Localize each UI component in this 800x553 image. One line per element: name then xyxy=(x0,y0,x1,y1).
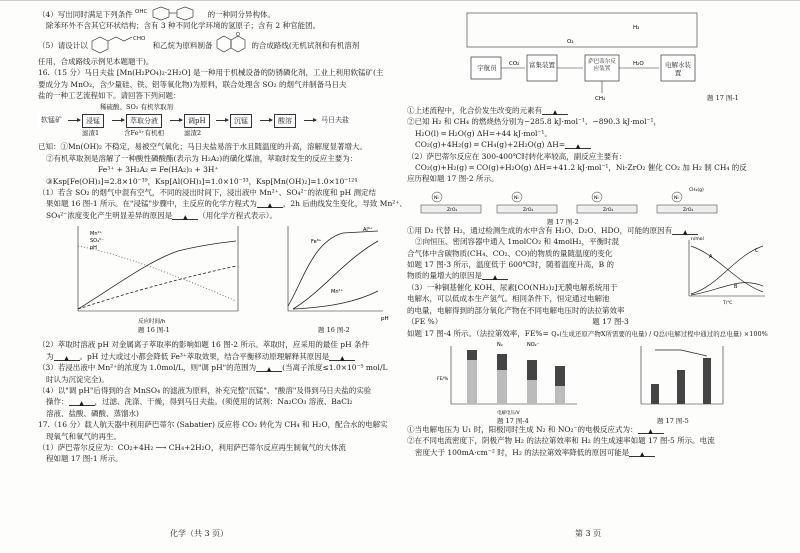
q17-2-3-block xyxy=(407,236,767,316)
svg-text:Ni: Ni xyxy=(514,195,519,201)
r-line-3: H₂O(l) ═ H₂O(g) ΔH=+44 kJ·mol⁻¹。 xyxy=(415,128,552,138)
fig17-4-bar xyxy=(555,386,565,404)
fig17-5-line xyxy=(655,350,707,356)
fig17-1-label-ch4: CH₄ xyxy=(595,96,606,102)
fig17-4-bar xyxy=(527,380,537,404)
flow-node-acid-dissolve: 酸溶 xyxy=(274,114,296,128)
fig16-1-xlabel: 反应时间/h xyxy=(138,319,166,326)
r-line-18: ①当电解电压为 U₁ 时，阳极同时生成 N₂ 和 NO₂⁻的电极反应式为： ▲ xyxy=(407,424,767,435)
q17-a: 17.（16 分）载人航天器中利用萨巴蒂尔 (Sabatier) 反应将 CO₂ 转化为 CH₄ 和 H₂O，配合水的电解实 xyxy=(38,420,388,430)
flow-arrow xyxy=(304,120,316,121)
fig17-1-astronaut: 宇航员 xyxy=(477,64,497,72)
flow-node-product: 马日夫盐 xyxy=(318,114,352,126)
flow-arrow xyxy=(170,120,182,121)
r-line-15: 的电量，电解得到的部分氧化产物在不同电解电压时的法拉第效率 xyxy=(407,305,625,315)
fig17-3-label-c: C xyxy=(755,248,759,255)
r-line-16: （FE %） 题 17 图-3 xyxy=(407,317,629,327)
r-line-8: ①用 D₂ 代替 H₂，通过检测生成的水中含有 H₂O、D₂O、HDO，可能的原因有 ▲ xyxy=(407,225,767,236)
q16-process-flow xyxy=(38,104,393,138)
svg-text:ZrO₂: ZrO₂ xyxy=(523,207,534,213)
footer-left: 化学（共 3 页） xyxy=(170,529,229,538)
r-line-2: ②已知 H₂ 和 CH₄ 的燃烧热分别为−285.8 kJ·mol⁻¹、−890.3 kJ·mol⁻¹， xyxy=(407,117,661,127)
known-4: ③Ksp[Fe(OH)₃]=2.8×10⁻³⁹，Ksp[Al(OH)₃]=1.0×10⁻³³，Ksp[Mn(OH)₂]=1.0×10⁻¹²⁴ xyxy=(46,176,358,186)
q17-1-b: 程如题 17 图-1 所示。 xyxy=(46,454,123,464)
r-line-10: 合气体中含碳物质(CH₄、CO₂、CO)的物质的量随温度的变化 xyxy=(407,248,613,258)
flow-node-extract: 萃取分液 xyxy=(126,114,162,128)
q16-1-d: SO₄²⁻浓度变化产生明显差异的原因是 ▲ （用化学方程式表示）。 xyxy=(46,210,278,221)
fig17-4-5 xyxy=(407,340,767,424)
flow-node-leach: 浸锰 xyxy=(82,114,104,128)
fig17-4-bar xyxy=(527,360,537,380)
answer-blank: ▲ xyxy=(257,200,283,208)
answer-blank: ▲ xyxy=(629,449,655,457)
fig16-2-chart xyxy=(273,221,393,331)
q15-5-line2: 任用，合成路线示例见本题题干)。 xyxy=(38,56,154,66)
q16-4-b: 操作： ▲ ，过滤、洗涤、干燥，得到马日夫盐。(须使用的试剂：Na₂CO₃ 溶液、BaCl₂ xyxy=(46,397,353,408)
answer-blank: ▲ xyxy=(565,141,591,149)
r-line-7: 应历程如题 17 图-2 所示。 xyxy=(407,174,499,184)
known-2: ②有机萃取剂是溶解了一种酸性磷酸酯(表示为 H₂A₂)的磺化煤油，萃取时发生的反应主要为： xyxy=(46,153,358,163)
flow-residue-1: 滤渣1 xyxy=(82,129,100,138)
q16-1-b: 果如题 16 图-1 所示。在"浸锰"步骤中，主反应的化学方程式为 ▲ ，2h 后曲线发生变化，导致 Mn²⁺、 xyxy=(46,199,407,210)
fig17-3-curve-b xyxy=(691,283,763,295)
fig17-4-bar xyxy=(467,350,477,360)
q16-3-a: （3）若浸出液中 Mn²⁺的浓度为 1.0mol/L，则"调 pH"的范围为 ▲ (当离子浓度≤1.0×10⁻⁵ mol/L xyxy=(38,363,388,374)
r-line-12: 物质的量增大的原因是 ▲ xyxy=(407,270,677,281)
flow-arrow xyxy=(112,120,124,121)
flow-node-precipitate: 沉锰 xyxy=(230,114,252,128)
known-1: 已知：①Mn(OH)₂ 不稳定，易被空气氧化；马日夫盐易溶于水且随温度的升高，溶解度显著增大。 xyxy=(38,142,367,152)
fig17-1-label-h2o: H₂O xyxy=(633,61,644,67)
left-column xyxy=(38,7,407,465)
q16-line2: 要成分为 MnO₂，含少量硅、铁、铝等氧化物)为原料，联合处理含 SO₂ 的烟气并制备马日夫 xyxy=(38,79,347,89)
fig16-1-legend-so4: SO₄²⁻ xyxy=(90,238,104,245)
footer-right: 第 3 页 xyxy=(575,529,602,538)
q16-title: 16.（15 分）马日夫盐 [Mn(H₂PO₄)₂·2H₂O] 是一种用于机械设备的防锈磷化剂，工业上利用软锰矿(主 xyxy=(38,68,384,78)
fig17-1-label-co2: CO₂ xyxy=(509,61,520,67)
fig17-3-xlabel: T/℃ xyxy=(723,301,733,307)
q16-figures xyxy=(38,221,393,339)
fig17-5-caption: 题 17 图-5 xyxy=(657,417,689,426)
q16-line3: 盐的一种工艺流程如下。请回答下列问题： xyxy=(38,91,181,101)
right-column xyxy=(407,7,767,458)
fig17-4-bar xyxy=(555,366,565,386)
fig17-1-label-h2: H₂ xyxy=(633,25,640,31)
fig16-1-so4-curve xyxy=(78,266,236,309)
q16-1-a: （1）若含 SO₂ 的烟气中混有空气，不同的浸出时间下，浸出液中 Mn²⁺、SO₄²⁻的浓度和 pH 测定结 xyxy=(38,188,377,198)
svg-text:ZrO₂: ZrO₂ xyxy=(447,207,458,213)
svg-text:O: O xyxy=(235,31,240,38)
flow-node-adjust-ph: 调pH xyxy=(184,114,210,128)
flow-arrow xyxy=(68,120,80,121)
svg-text:ZrO₂: ZrO₂ xyxy=(603,207,614,213)
answer-blank: ▲ xyxy=(482,272,508,280)
flow-residue-2: 滤渣2 xyxy=(184,129,202,138)
r-line-4: CO₂(g)+4H₂(g) ═ CH₄(g)+2H₂O(g) ΔH= ▲ xyxy=(407,139,767,150)
r-line-6: CO₂(g)+H₂(g) ═ CO(g)+H₂O(g) ΔH=+41.2 kJ·mol⁻¹，Ni-ZrO₂ 催化 CO₂ 加 H₂ 制 CH₄ 的反 xyxy=(415,163,747,173)
fig16-1-chart xyxy=(58,221,258,331)
svg-text:ZrO₂: ZrO₂ xyxy=(683,207,694,213)
fig17-3-curve-a xyxy=(691,246,763,292)
fig16-1-ph-curve xyxy=(78,246,236,301)
r-line-9: ②向恒压、密闭容器中通入 1molCO₂ 和 4molH₂，平衡时混 xyxy=(415,237,620,247)
answer-blank: ▲ xyxy=(256,364,282,372)
fig17-4-caption: 题 17 图-4 xyxy=(497,417,529,426)
fig17-3-ylabel: n/mol xyxy=(691,237,704,243)
fig17-1-flow xyxy=(407,7,767,105)
q16-4-d: 溶液、盐酸、磷酸、蒸馏水) xyxy=(46,408,139,418)
fig17-4-bar xyxy=(497,354,507,370)
q17-b: 现氧气和氧气的再生。 xyxy=(46,431,121,441)
fig16-1-legend-ph: pH xyxy=(90,245,97,252)
fig17-3-caption: 题 17 图-3 xyxy=(592,317,629,327)
fig16-1-legend-mn: Mn²⁺ xyxy=(90,231,103,238)
fig17-5-chart xyxy=(627,340,737,420)
known-3-equation: Fe³⁺ + 3H₂A₂ ⇌ Fe(HA₂)₃ + 3H⁺ xyxy=(98,165,219,175)
r-line-17: 如题 17 图-4 所示。（法拉第效率，FE%= Qₓ(生成还原产物X所需要的电量) / Q总(电解过程中通过的总电量) ×100% xyxy=(407,328,768,338)
svg-text:Ni: Ni xyxy=(434,195,439,201)
fig17-3-label-b: B xyxy=(734,284,738,291)
fig17-5-bar xyxy=(677,370,685,404)
svg-text:Ni: Ni xyxy=(594,195,599,201)
q16-4-a: （4）以"调 pH"后得到的含 MnSO₄ 的滤液为原料，补充完整"沉锰"、"酸溶"及得到马日夫盐的实验 xyxy=(38,385,372,395)
q17-text-block xyxy=(407,236,677,316)
molecule-structure-3 xyxy=(215,32,249,54)
svg-text:OHC: OHC xyxy=(135,9,148,15)
fig17-4-bar xyxy=(497,370,507,404)
svg-text:Ni: Ni xyxy=(674,195,679,201)
q15-4-line: （4）写出同时满足下列条件 OHC 的一种同分异构体。 xyxy=(38,9,276,19)
answer-blank: ▲ xyxy=(69,398,95,406)
fig16-2-label-mn: Mn²⁺ xyxy=(331,289,344,296)
r-line-13: （3）一种铜基催化 KOH、尿素[CO(NH₂)₂]无膜电解系统用于 xyxy=(407,282,618,292)
fig17-4-chart xyxy=(437,340,587,420)
flow-arrow xyxy=(216,120,228,121)
fig17-5-bar xyxy=(651,384,659,404)
fig16-1-caption: 题 16 图-1 xyxy=(138,326,170,335)
fig17-5-bar xyxy=(703,358,711,404)
fig17-1-label-o2: O₂ xyxy=(567,39,574,45)
fig17-4-legend-no2: NO₂⁻ xyxy=(527,342,540,349)
r-line-14: 电解水，可以低成本生产氢气。相同条件下，恒定通过电解池 xyxy=(407,294,610,304)
fig17-1-enrich: 富集装置 xyxy=(529,61,555,69)
answer-blank: ▲ xyxy=(54,353,80,361)
fig17-1-diagram xyxy=(407,7,767,102)
q16-2-b: 为 ▲ 。pH 过大或过小都会降低 Fe³⁺萃取效果，结合平衡移动原理解释其原因是 ▲ xyxy=(38,351,393,362)
fig17-3-chart xyxy=(679,236,769,306)
answer-blank: ▲ xyxy=(638,426,664,434)
fig16-2-label-al: Al³⁺ xyxy=(363,227,373,234)
molecule-structure-2 xyxy=(90,33,150,53)
fig17-3-label-a: A xyxy=(709,254,713,261)
fig17-2-caption: 题 17 图-2 xyxy=(547,217,579,226)
q16-3-c: 时认为沉淀完全)。 xyxy=(46,374,109,384)
answer-blank: ▲ xyxy=(672,227,698,235)
q16-2-a: （2）萃取时溶液 pH 对金属离子萃取率的影响如题 16 图-2 所示。萃取时，应采用的最佳 pH 条件 xyxy=(38,340,369,350)
fig16-2-al-curve xyxy=(293,241,378,309)
fig17-1-sabatier: 萨巴蒂尔反应装置 xyxy=(588,59,616,72)
fig16-2-xlabel: pH xyxy=(381,316,389,323)
r-line-20: 密度大于 100mA·cm⁻² 时，H₂ 的法拉第效率降低的原因可能是 ▲ xyxy=(407,447,767,458)
fig17-4-ylabel: FE/% xyxy=(437,377,449,383)
flow-node-ore: 软锰矿 xyxy=(38,114,65,126)
fig16-2-caption: 题 16 图-2 xyxy=(318,326,350,335)
faraday-formula: Qₓ(生成还原产物X所需要的电量) / Q总(电解过程中通过的总电量) ×100% xyxy=(551,329,768,338)
q15-4-conditions: 除苯环外不含其它环状结构；含有 3 种不同化学环境的氢原子；含有 2 种官能团。 xyxy=(46,21,321,31)
r-line-11: 如题 17 图-3 所示，温度低于 600℃时，随着温度升高，B 的 xyxy=(407,260,614,270)
svg-text:CHO: CHO xyxy=(133,35,146,42)
flow-organic-phase: 含Fe³⁺有机相 xyxy=(124,129,165,138)
q15-5-line: （5）请设计以 CHO 和乙烷为原料制备 O 的合成路线(无机试剂和有机溶剂 xyxy=(38,32,393,56)
fig17-1-electrolysis: 电解水装置 xyxy=(665,61,691,77)
flow-arrow xyxy=(260,120,272,121)
fig17-4-legend-n2: N₂ xyxy=(497,342,503,349)
svg-text:CH₄(g): CH₄(g) xyxy=(689,187,704,193)
flow-reagents: 稀硫酸、SO₂ 有机萃取剂 xyxy=(100,103,173,112)
fig17-2 xyxy=(407,185,767,225)
q17-1-a: （1）萨巴蒂尔反应为：CO₂+4H₂ ⟶ CH₄+2H₂O，利用萨巴蒂尔反应再生制氧气的大体流 xyxy=(38,442,346,452)
fig16-2-label-fe: Fe³⁺ xyxy=(311,239,322,246)
answer-blank: ▲ xyxy=(172,212,198,220)
fig17-4-xlabel: 电解电压/V xyxy=(497,411,520,417)
answer-blank: ▲ xyxy=(542,107,568,115)
r-line-1: ①上述流程中，化合价发生改变的元素有 ▲ xyxy=(407,105,767,116)
r-line-5: （2）萨巴蒂尔反应在 300-400℃时转化率较高，副反应主要有： xyxy=(407,151,627,161)
answer-blank: ▲ xyxy=(329,353,355,361)
fig17-4-bar xyxy=(467,360,477,404)
r-line-19: ②在不同电流密度下，阴极产物 H₂ 的法拉第效率和 H₂ 的生成速率如题 17 图-5 所示。电流 xyxy=(407,436,715,446)
fig17-2-mechanism xyxy=(407,185,767,219)
molecule-structure-1 xyxy=(135,7,205,19)
fig17-1-caption: 题 17 图-1 xyxy=(707,94,739,102)
